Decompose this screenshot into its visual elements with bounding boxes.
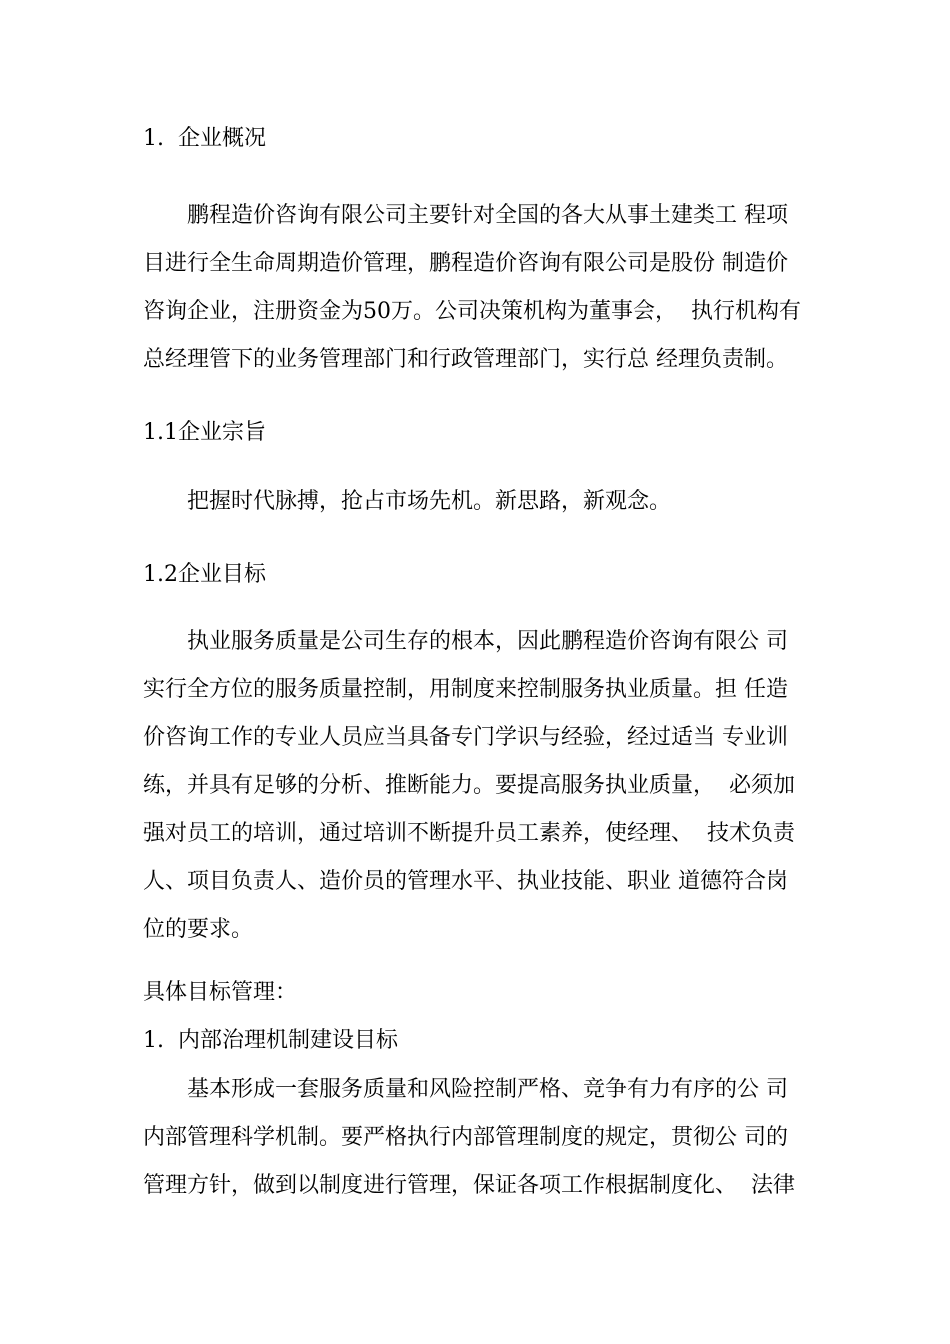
paragraph-line: 执业服务质量是公司生存的根本，因此鹏程造价咨询有限公 司	[187, 629, 788, 654]
section-heading-1-1: 1.1企业宗旨	[143, 420, 266, 445]
paragraph-line: 目进行全生命周期造价管理，鹏程造价咨询有限公司是股份 制造价	[143, 251, 788, 276]
paragraph-line: 价咨询工作的专业人员应当具备专门学识与经验，经过适当 专业训	[143, 725, 788, 750]
paragraph-line: 人、项目负责人、造价员的管理水平、执业技能、职业 道德符合岗	[143, 869, 788, 894]
section-1-paragraph	[143, 192, 823, 384]
paragraph-line: 内部管理科学机制。要严格执行内部管理制度的规定，贯彻公 司的	[143, 1125, 788, 1150]
section-heading-1: 1. 企业概况	[143, 126, 266, 151]
paragraph-line: 管理方针，做到以制度进行管理，保证各项工作根据制度化、 法律	[143, 1173, 795, 1198]
paragraph-line: 基本形成一套服务质量和风险控制严格、竞争有力有序的公 司	[187, 1077, 788, 1102]
paragraph-line: 总经理管下的业务管理部门和行政管理部门，实行总 经理负责制。	[143, 347, 788, 372]
paragraph-line: 实行全方位的服务质量控制，用制度来控制服务执业质量。担 任造	[143, 677, 788, 702]
item-1-heading: 1. 内部治理机制建设目标	[143, 1028, 398, 1053]
paragraph-line: 把握时代脉搏，抢占市场先机。新思路，新观念。	[187, 489, 672, 514]
specific-goals-heading: 具体目标管理：	[143, 980, 298, 1005]
paragraph-line: 咨询企业，注册资金为50万。公司决策机构为董事会， 执行机构有	[143, 299, 801, 324]
paragraph-line: 位的要求。	[143, 917, 254, 942]
section-1-1-paragraph	[143, 478, 823, 526]
paragraph-line: 练，并具有足够的分析、推断能力。要提高服务执业质量， 必须加	[143, 773, 795, 798]
section-heading-1-2: 1.2企业目标	[143, 562, 266, 587]
section-1-2-paragraph	[143, 618, 823, 954]
paragraph-line: 强对员工的培训，通过培训不断提升员工素养，使经理、 技术负责	[143, 821, 795, 846]
item-1-paragraph	[143, 1066, 823, 1210]
paragraph-line: 鹏程造价咨询有限公司主要针对全国的各大从事土建类工 程项	[187, 203, 788, 228]
